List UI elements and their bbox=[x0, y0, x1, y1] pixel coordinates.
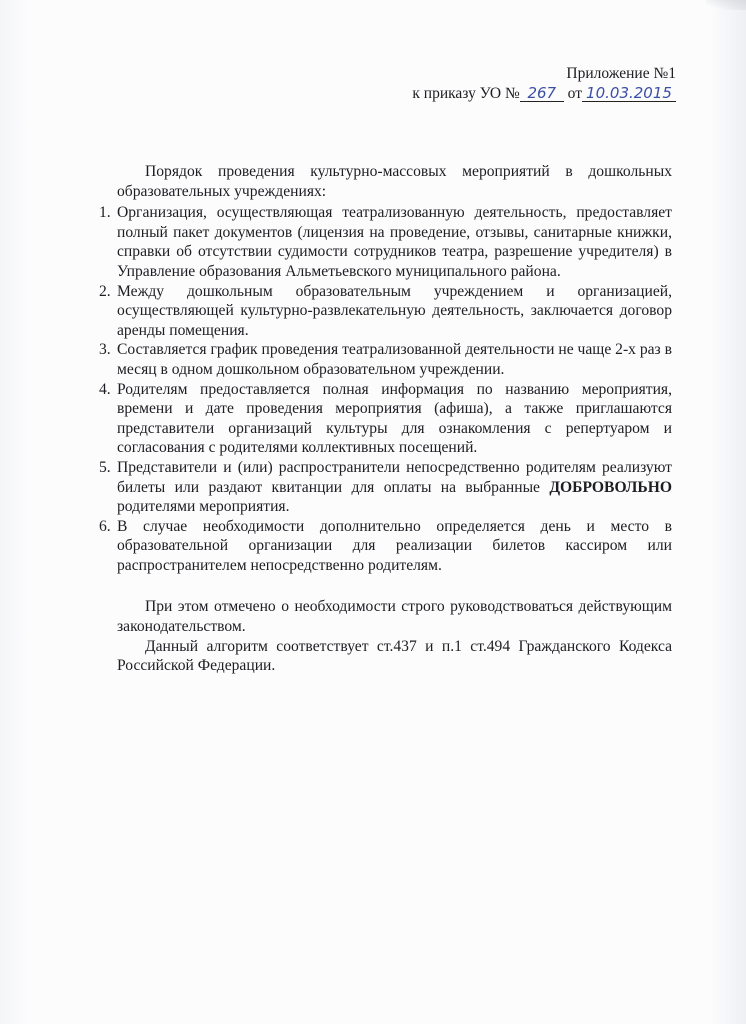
list-item bbox=[99, 380, 672, 458]
item-text: Родителям предоставляется полная информация по названию мероприятия, времени и дате проведения мероприятия (афиша), а также приглашаются представители организаций культуры для ознакомления с репертуаром и согласования с родителями коллективных посещений. bbox=[117, 380, 672, 457]
list-item bbox=[99, 517, 672, 576]
list-item bbox=[99, 203, 672, 281]
spacer bbox=[117, 575, 672, 597]
list-item bbox=[99, 340, 672, 379]
order-number-handwritten: 267 bbox=[520, 85, 564, 102]
item-number: 2. bbox=[99, 282, 111, 300]
item-text-after: родителями мероприятия. bbox=[117, 498, 290, 516]
closing-paragraph: Данный алгоритм соответствует ст.437 и п.1 ст.494 Гражданского Кодекса Российской Федерации. bbox=[117, 637, 672, 675]
order-date-handwritten: 10.03.2015 bbox=[582, 85, 676, 102]
item-text: Организация, осуществляющая театрализованную деятельность, предоставляет полный пакет документов (лицензия на проведение, отзывы, санитарные книжки, справки об отсутствии судимости сотрудников театра, разрешение учредителя) в Управление образования Альметьевского муниципального района. bbox=[117, 204, 672, 280]
item-text: Составляется график проведения театрализованной деятельности не чаще 2-х раз в месяц в одном дошкольном образовательном учреждении. bbox=[117, 341, 672, 378]
order-prefix: к приказу УО № bbox=[412, 85, 520, 102]
item-number: 1. bbox=[99, 204, 111, 222]
date-prefix: от bbox=[563, 85, 582, 102]
list-item bbox=[99, 282, 672, 341]
item-number: 5. bbox=[99, 458, 111, 476]
list-item bbox=[99, 458, 672, 517]
order-reference bbox=[412, 84, 676, 104]
item-number: 4. bbox=[99, 380, 111, 398]
item-number: 6. bbox=[99, 517, 111, 535]
page-corner-shadow bbox=[706, 0, 746, 10]
procedure-list bbox=[99, 203, 672, 575]
appendix-title: Приложение №1 bbox=[566, 65, 676, 82]
item-text-before: Представители и (или) распространители непосредственно родителям реализуют билеты или раздают квитанции для оплаты на выбранные bbox=[117, 458, 672, 496]
item-text: В случае необходимости дополнительно определяется день и место в образовательной организации для реализации билетов кассиром или распространителем непосредственно родителям. bbox=[117, 517, 672, 574]
item-text-bold: ДОБРОВОЛЬНО bbox=[549, 478, 672, 496]
item-text: Между дошкольным образовательным учреждением и организацией, осуществляющей культурно-развлекательную деятельность, заключается договор аренды помещения. bbox=[117, 282, 672, 339]
closing-paragraph: При этом отмечено о необходимости строго руководствоваться действующим законодательством. bbox=[117, 598, 672, 636]
appendix-header bbox=[412, 64, 676, 104]
intro-paragraph: Порядок проведения культурно-массовых мероприятий в дошкольных образовательных учреждениях: bbox=[117, 163, 672, 200]
item-number: 3. bbox=[99, 341, 111, 359]
document-body bbox=[99, 162, 672, 676]
